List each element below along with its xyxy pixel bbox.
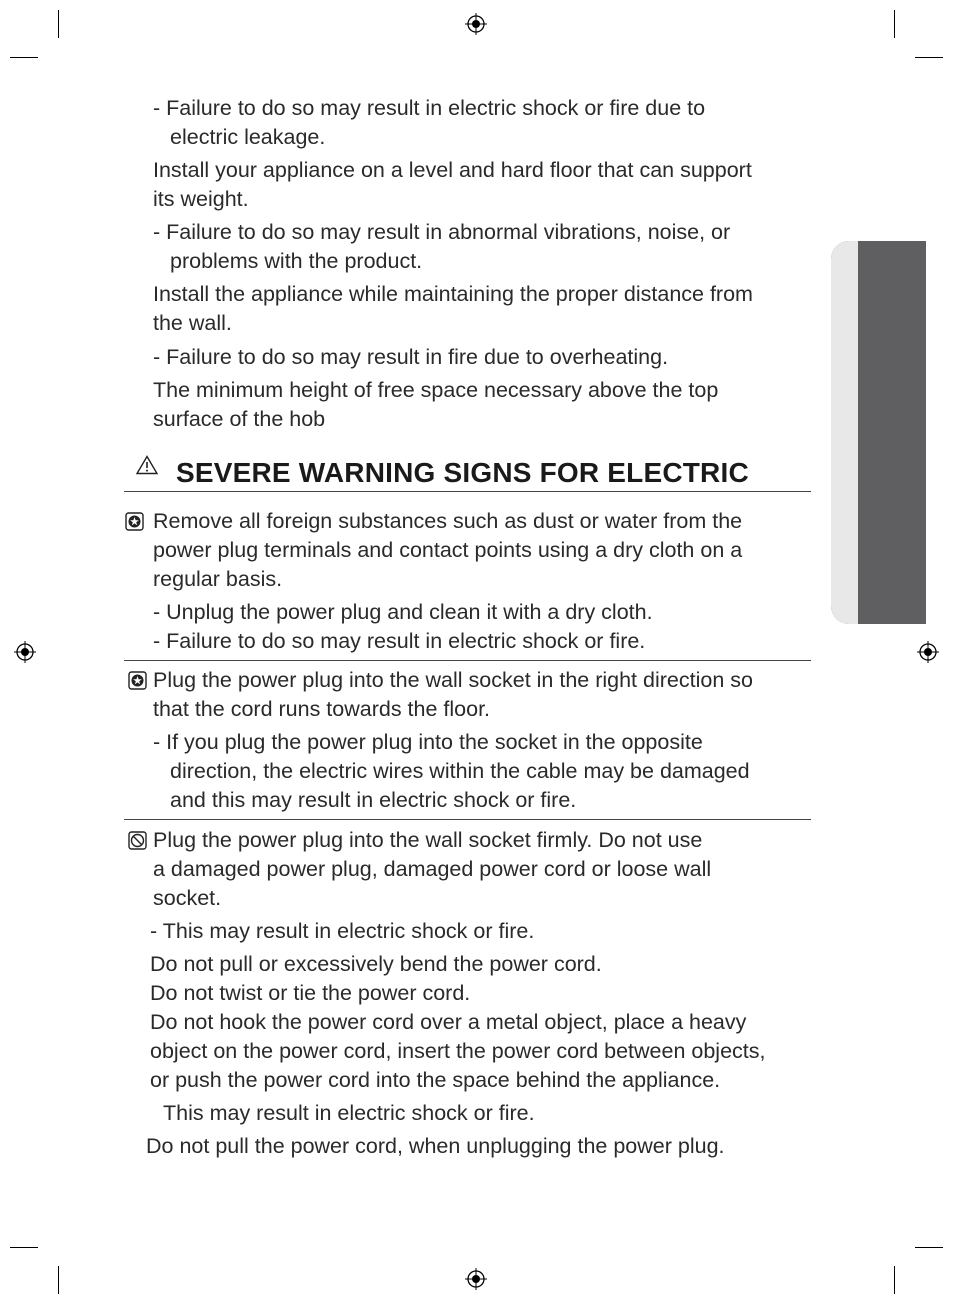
crop-mark	[894, 1266, 895, 1294]
intro-line: - Failure to do so may result in abnormal vibrations, noise, or	[153, 220, 731, 244]
block2-line: that the cord runs towards the floor.	[153, 697, 491, 721]
block3-line: Do not twist or tie the power cord.	[150, 981, 471, 1005]
crop-mark	[915, 57, 943, 58]
block2-line: Plug the power plug into the wall socket in the right direction so	[153, 668, 753, 692]
side-thumb-tab	[831, 241, 926, 624]
crop-mark	[10, 57, 38, 58]
divider	[124, 819, 811, 820]
crop-mark	[58, 1266, 59, 1294]
intro-line: problems with the product.	[170, 249, 423, 273]
intro-line: - Failure to do so may result in electric shock or fire due to	[153, 96, 706, 120]
block2-line: and this may result in electric shock or fire.	[170, 788, 577, 812]
intro-line: the wall.	[153, 311, 232, 335]
block3-line: a damaged power plug, damaged power cord or loose wall	[153, 857, 712, 881]
block1-line: Remove all foreign substances such as dust or water from the	[153, 509, 743, 533]
intro-line: surface of the hob	[153, 407, 326, 431]
block3-line: socket.	[153, 886, 222, 910]
warning-triangle-icon	[136, 455, 158, 475]
important-star-icon	[125, 512, 144, 531]
block3-line: Do not hook the power cord over a metal object, place a heavy	[150, 1010, 747, 1034]
registration-mark-icon	[465, 1268, 487, 1290]
intro-line: - Failure to do so may result in fire due to overheating.	[153, 345, 669, 369]
intro-line: its weight.	[153, 187, 249, 211]
block2-line: - If you plug the power plug into the socket in the opposite	[153, 730, 703, 754]
intro-line: Install the appliance while maintaining the proper distance from	[153, 282, 753, 306]
block1-line: - Failure to do so may result in electric shock or fire.	[153, 629, 646, 653]
section-heading: SEVERE WARNING SIGNS FOR ELECTRIC	[176, 457, 749, 488]
block1-line: regular basis.	[153, 567, 283, 591]
block2-line: direction, the electric wires within the cable may be damaged	[170, 759, 750, 783]
block1-line: power plug terminals and contact points using a dry cloth on a	[153, 538, 743, 562]
block3-line: Do not pull the power cord, when unplugging the power plug.	[146, 1134, 725, 1158]
crop-mark	[915, 1247, 943, 1248]
prohibited-icon	[128, 831, 147, 850]
block1-line: - Unplug the power plug and clean it with a dry cloth.	[153, 600, 653, 624]
divider	[124, 660, 811, 661]
block3-line: - This may result in electric shock or fire.	[150, 919, 535, 943]
registration-mark-icon	[14, 641, 36, 663]
crop-mark	[894, 10, 895, 38]
block3-line: object on the power cord, insert the power cord between objects,	[150, 1039, 766, 1063]
intro-line: Install your appliance on a level and hard floor that can support	[153, 158, 752, 182]
registration-mark-icon	[465, 13, 487, 35]
block3-line: Do not pull or excessively bend the power cord.	[150, 952, 602, 976]
crop-mark	[58, 10, 59, 38]
crop-mark	[10, 1247, 38, 1248]
block3-line: Plug the power plug into the wall socket firmly. Do not use	[153, 828, 703, 852]
important-star-icon	[128, 671, 147, 690]
intro-line: The minimum height of free space necessary above the top	[153, 378, 719, 402]
divider	[124, 491, 811, 492]
block3-line: or push the power cord into the space behind the appliance.	[150, 1068, 721, 1092]
intro-line: electric leakage.	[170, 125, 326, 149]
block3-line: This may result in electric shock or fire.	[163, 1101, 535, 1125]
registration-mark-icon	[917, 641, 939, 663]
